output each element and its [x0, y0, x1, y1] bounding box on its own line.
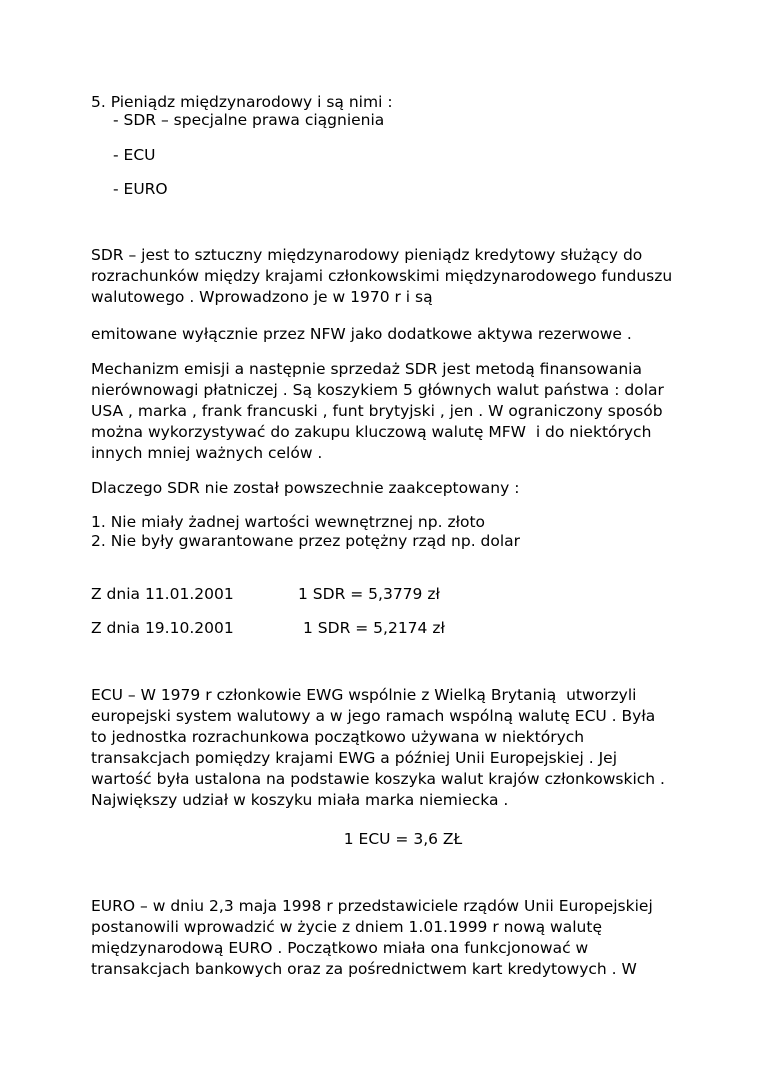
ecu-paragraph-line: transakcjach pomiędzy krajami EWG a później Unii Europejskiej . Jej: [91, 749, 618, 767]
rate-date: Z dnia 19.10.2001: [91, 619, 234, 637]
sdr-mechanism-line: nierównowagi płatniczej . Są koszykiem 5 głównych walut państwa : dolar: [91, 381, 664, 399]
rate-value: 1 SDR = 5,2174 zł: [303, 619, 445, 637]
sdr-mechanism-line: USA , marka , frank francuski , funt brytyjski , jen . W ograniczony sposób: [91, 402, 663, 420]
sdr-mechanism-line: można wykorzystywać do zakupu kluczową walutę MFW i do niektórych: [91, 423, 652, 441]
list-item-euro: - EURO: [113, 180, 168, 198]
euro-paragraph-line: transakcjach bankowych oraz za pośrednictwem kart kredytowych . W: [91, 960, 637, 978]
sdr-question: Dlaczego SDR nie został powszechnie zaakceptowany :: [91, 479, 520, 497]
sdr-mechanism-line: Mechanizm emisji a następnie sprzedaż SDR jest metodą finansowania: [91, 360, 642, 378]
reason-item: 1. Nie miały żadnej wartości wewnętrznej np. złoto: [91, 513, 486, 531]
list-item-ecu: - ECU: [113, 146, 156, 164]
reason-item: 2. Nie były gwarantowane przez potężny rząd np. dolar: [91, 532, 521, 550]
ecu-paragraph-line: Największy udział w koszyku miała marka niemiecka .: [91, 791, 509, 809]
ecu-paragraph-line: to jednostka rozrachunkowa początkowo używana w niektórych: [91, 728, 585, 746]
euro-paragraph-line: postanowili wprowadzić w życie z dniem 1.01.1999 r nową walutę: [91, 918, 602, 936]
ecu-rate: 1 ECU = 3,6 ZŁ: [343, 830, 463, 848]
list-item-sdr: - SDR – specjalne prawa ciągnienia: [113, 111, 385, 129]
ecu-paragraph-line: ECU – W 1979 r członkowie EWG wspólnie z Wielką Brytanią utworzyli: [91, 686, 637, 704]
sdr-paragraph-line: walutowego . Wprowadzono je w 1970 r i są: [91, 288, 433, 306]
sdr-emission-line: emitowane wyłącznie przez NFW jako dodatkowe aktywa rezerwowe .: [91, 325, 632, 343]
sdr-paragraph-line: SDR – jest to sztuczny międzynarodowy pieniądz kredytowy służący do: [91, 246, 643, 264]
section-heading: 5. Pieniądz międzynarodowy i są nimi :: [91, 93, 393, 111]
rate-date: Z dnia 11.01.2001: [91, 585, 234, 603]
ecu-paragraph-line: wartość była ustalona na podstawie koszyka walut krajów członkowskich .: [91, 770, 665, 788]
euro-paragraph-line: EURO – w dniu 2,3 maja 1998 r przedstawiciele rządów Unii Europejskiej: [91, 897, 653, 915]
euro-paragraph-line: międzynarodową EURO . Początkowo miała ona funkcjonować w: [91, 939, 589, 957]
ecu-paragraph-line: europejski system walutowy a w jego ramach wspólną walutę ECU . Była: [91, 707, 656, 725]
sdr-paragraph-line: rozrachunków między krajami członkowskimi międzynarodowego funduszu: [91, 267, 673, 285]
sdr-mechanism-line: innych mniej ważnych celów .: [91, 444, 323, 462]
rate-value: 1 SDR = 5,3779 zł: [298, 585, 440, 603]
